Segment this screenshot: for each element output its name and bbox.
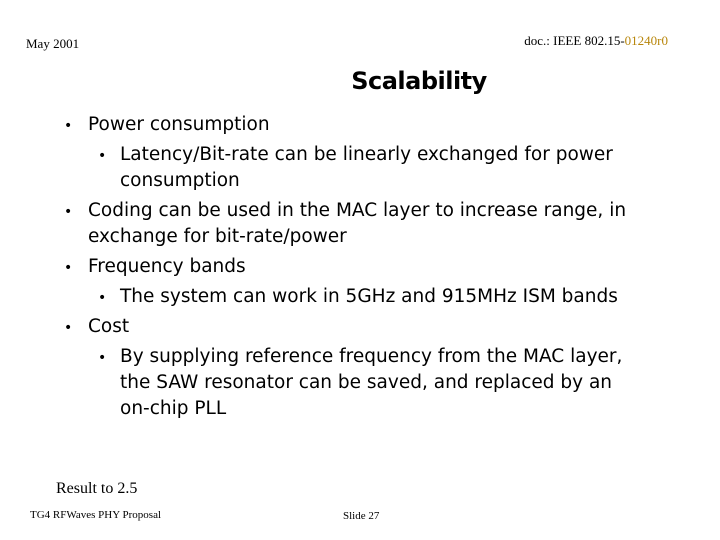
bullet-text: By supplying reference frequency from the MAC layer, the SAW resonator can be saved, and replaced by an on-chip PLL (120, 346, 623, 419)
bullet-item (0, 314, 720, 340)
bullet-glyph: • (98, 350, 107, 366)
doc-prefix: doc.: IEEE 802.15- (524, 33, 625, 48)
bullet-item (0, 142, 720, 194)
bullet-text: Latency/Bit-rate can be linearly exchanged for power consumption (120, 144, 613, 191)
bullet-glyph: • (64, 204, 73, 220)
bullet-text: Coding can be used in the MAC layer to increase range, in exchange for bit-rate/power (88, 200, 627, 247)
bullet-item (0, 198, 720, 250)
bullet-glyph: • (98, 148, 107, 164)
bullet-item (0, 284, 720, 310)
footer-proposal: TG4 RFWaves PHY Proposal (30, 509, 162, 521)
header-doc-id (524, 33, 668, 49)
bullet-text: Power consumption (88, 114, 270, 135)
slide-title: Scalability (351, 67, 487, 95)
header-date: May 2001 (26, 36, 80, 51)
bullet-glyph: • (98, 290, 107, 306)
doc-number: 01240r0 (624, 33, 668, 48)
result-note: Result to 2.5 (56, 480, 138, 497)
bullet-text: Cost (88, 316, 130, 337)
bullet-list (0, 112, 720, 426)
bullet-item (0, 344, 720, 422)
bullet-glyph: • (64, 118, 73, 134)
bullet-text: The system can work in 5GHz and 915MHz ISM bands (120, 286, 618, 307)
bullet-item (0, 254, 720, 280)
bullet-glyph: • (64, 260, 73, 276)
bullet-text: Frequency bands (88, 256, 246, 277)
bullet-glyph: • (64, 320, 73, 336)
footer-slide-number: Slide 27 (343, 510, 380, 522)
bullet-item (0, 112, 720, 138)
